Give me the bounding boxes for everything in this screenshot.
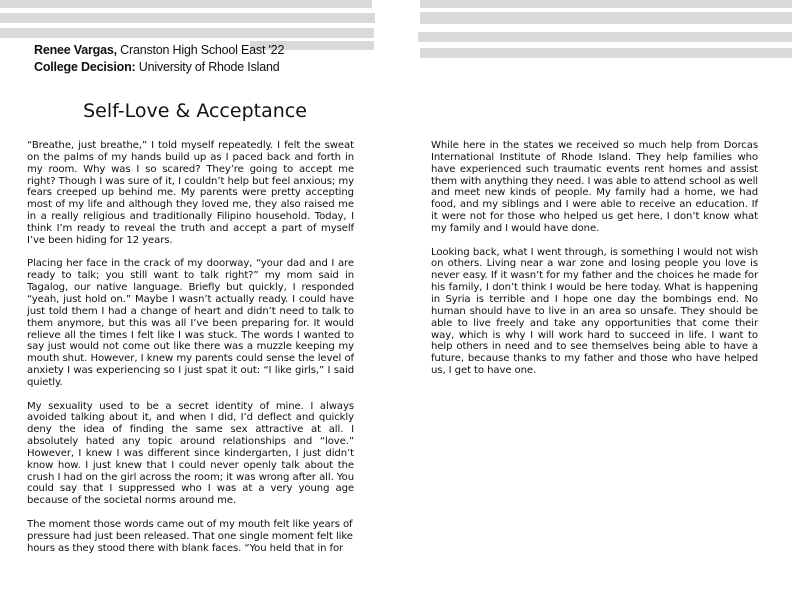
decision-line (34, 59, 284, 76)
paragraph: Looking back, what I went through, is something I would not wish on others. Living near a war zone and losing people you love is never easy. If it wasn’t for my father and the choices he made for his family, I don’t think I would be here today. What is happening in Syria is terrible and I hope one day the bombings end. No human should have to live in an area so unsafe. They should be able to live freely and take any opportunities that come their way, which is why I will work hard to succeed in life. I want to help others in need and to see themselves being able to have a future, because thanks to my father and those who have helped us, I get to have one. (431, 246, 758, 377)
right-header-stripes (418, 0, 792, 70)
paragraph: My sexuality used to be a secret identity of mine. I always avoided talking about it, and when I did, I’d deflect and quickly deny the idea of finding the same sex attractive at all. I absolutely hated any topic around relationships and “love.” However, I knew I was different since kindergarten, I just didn’t know how. I just knew that I could never openly talk about the crush I had on the girl across the room; it was wrong after all. You could say that I suppressed who I was at a very young age because of the societal norms around me. (27, 400, 354, 507)
paragraph: Placing her face in the crack of my doorway, “your dad and I are ready to talk; you still want to talk right?” my mom said in Tagalog, our native language. Briefly but quickly, I responded “yeah, just hold on.” Maybe I wasn’t actually ready. I could have just told them I had a change of heart and didn’t need to talk to them anymore, but this was all I’ve been preparing for. It would relieve all the times I felt like I was stuck. The words I wanted to say just would not come out like there was a muzzle keeping my mouth shut. However, I knew my parents could sense the level of anxiety I was experiencing so I just spat it out: “I like girls,” I said quietly. (27, 258, 354, 388)
author-line (34, 42, 284, 59)
left-column (27, 140, 354, 566)
decision-value: University of Rhode Island (135, 60, 280, 74)
paragraph: While here in the states we received so much help from Dorcas International Institute of Rhode Island. They help families who have experienced such traumatic events rent homes and assist them with anything they need. I was able to attend school as well and meet new kinds of people. My family had a home, we had food, and my siblings and I were able to receive an education. If it were not for those who helped us get here, I don’t know what my family and I would have done. (431, 140, 758, 234)
paragraph: The moment those words came out of my mouth felt like years of pressure had just been released. That one single moment felt like hours as they stood there with blank faces. “You held that in for (27, 519, 353, 554)
author-school: Cranston High School East '22 (116, 43, 285, 57)
right-column (431, 140, 758, 389)
essay-title: Self-Love & Acceptance (83, 100, 307, 122)
author-info (34, 42, 284, 76)
paragraph: “Breathe, just breathe,” I told myself repeatedly. I felt the sweat on the palms of my hands build up as I paced back and forth in my room. Why was I so scared? They’re going to accept me right? Though I was sure of it, I couldn’t help but feel anxious; my fears creeped up behind me. My parents were pretty accepting most of my life and although they loved me, they also raised me in a really religious and traditionally Filipino household. Today, I think I’m ready to reveal the truth and accept a part of myself I’ve been hiding for 12 years. (27, 140, 354, 246)
author-name: Renee Vargas, (34, 43, 117, 57)
decision-label: College Decision: (34, 60, 136, 74)
